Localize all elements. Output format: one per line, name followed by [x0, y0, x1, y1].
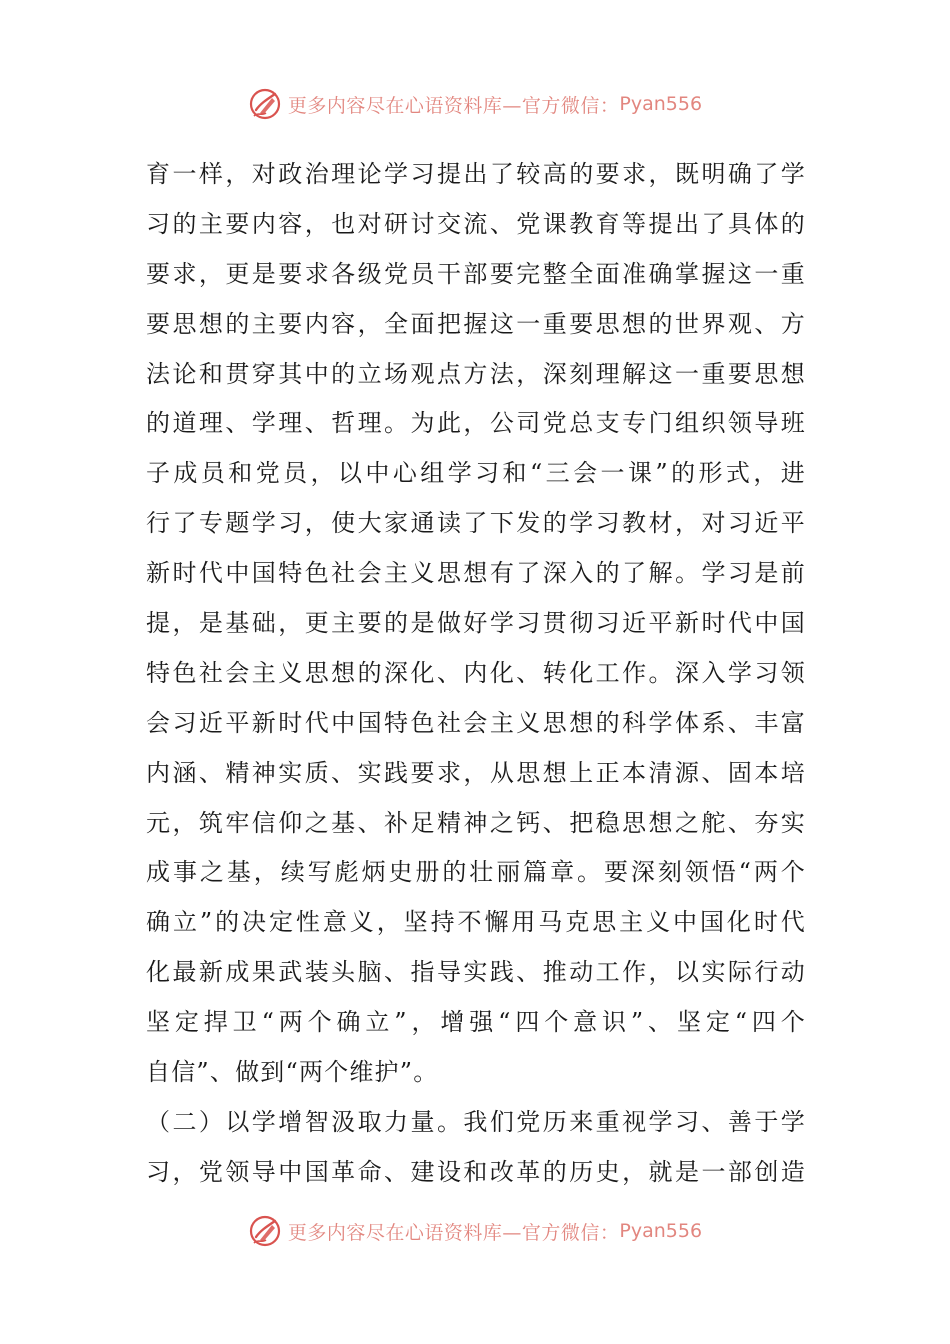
text-line: 习的主要内容，也对研讨交流、党课教育等提出了具体的 [146, 209, 806, 238]
text-line: 化最新成果武装头脑、指导实践、推动工作，以实际行动 [146, 958, 806, 987]
text-line: 子成员和党员，以中心组学习和“三会一课”的形式，进 [146, 459, 806, 488]
text-line: 新时代中国特色社会主义思想有了深入的了解。学习是前 [146, 559, 806, 588]
text-line: 会习近平新时代中国特色社会主义思想的科学体系、丰富 [146, 708, 806, 737]
pen-circle-logo-icon [248, 86, 284, 122]
text-line: 习，党领导中国革命、建设和改革的历史，就是一部创造 [146, 1157, 806, 1186]
text-line: 元，筑牢信仰之基、补足精神之钙、把稳思想之舵、夯实 [146, 808, 806, 837]
text-line: 行了专题学习，使大家通读了下发的学习教材，对习近平 [146, 509, 806, 538]
text-line: 的道理、学理、哲理。为此，公司党总支专门组织领导班 [146, 409, 806, 438]
footer-watermark [0, 1211, 950, 1251]
section-heading-line: （二）以学增智汲取力量。我们党历来重视学习、善于学 [146, 1107, 806, 1136]
document-body [146, 150, 806, 1198]
watermark-text: 更多内容尽在心语资料库—官方微信： [287, 1221, 620, 1244]
watermark-wechat-handle: Pyan556 [619, 1220, 703, 1242]
text-line: 内涵、精神实质、实践要求，从思想上正本清源、固本培 [146, 758, 806, 787]
text-line: 育一样，对政治理论学习提出了较高的要求，既明确了学 [146, 160, 806, 188]
watermark-text: 更多内容尽在心语资料库—官方微信： [287, 94, 620, 117]
header-watermark [0, 84, 950, 124]
text-line: 法论和贯穿其中的立场观点方法，深刻理解这一重要思想 [146, 359, 806, 388]
text-line: 要思想的主要内容，全面把握这一重要思想的世界观、方 [146, 309, 806, 338]
watermark-wechat-handle: Pyan556 [619, 93, 703, 115]
text-line: 坚定捍卫“两个确立”，增强“四个意识”、坚定“四个 [146, 1008, 806, 1037]
text-line: 特色社会主义思想的深化、内化、转化工作。深入学习领 [146, 658, 806, 687]
text-line-paragraph-end: 自信”、做到“两个维护”。 [146, 1058, 439, 1087]
text-line: 提，是基础，更主要的是做好学习贯彻习近平新时代中国 [146, 609, 806, 638]
text-line: 成事之基，续写彪炳史册的壮丽篇章。要深刻领悟“两个 [146, 858, 806, 887]
text-line: 确立”的决定性意义，坚持不懈用马克思主义中国化时代 [146, 908, 806, 937]
pen-circle-logo-icon [248, 1213, 284, 1249]
text-line: 要求，更是要求各级党员干部要完整全面准确掌握这一重 [146, 259, 806, 288]
